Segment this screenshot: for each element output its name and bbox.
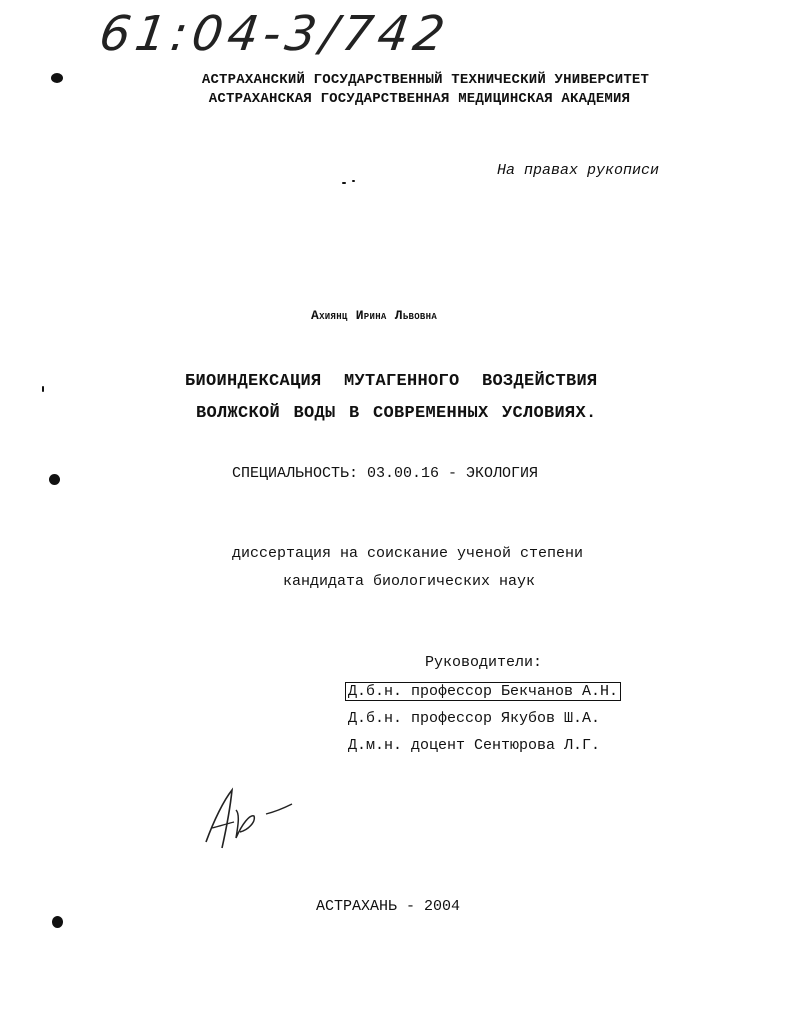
- scan-speck: [42, 386, 44, 392]
- scan-mark-top: [51, 73, 63, 83]
- thesis-title-line-1: БИОИНДЕКСАЦИЯ МУТАГЕННОГО ВОЗДЕЙСТВИЯ: [185, 372, 598, 391]
- dissertation-line-2: кандидата биологических наук: [283, 573, 536, 590]
- supervisor-2: Д.б.н. профессор Якубов Ш.А.: [348, 710, 601, 727]
- scan-mark-bottom: [52, 916, 63, 928]
- city-year: АСТРАХАНЬ - 2004: [316, 898, 461, 915]
- specialty-line: СПЕЦИАЛЬНОСТЬ: 03.00.16 - ЭКОЛОГИЯ: [232, 465, 539, 482]
- thesis-title-line-2: ВОЛЖСКОЙ ВОДЫ В СОВРЕМЕННЫХ УСЛОВИЯХ.: [196, 404, 597, 423]
- institution-line-1: АСТРАХАНСКИЙ ГОСУДАРСТВЕННЫЙ ТЕХНИЧЕСКИЙ УНИВЕРСИТЕТ: [201, 72, 650, 88]
- dissertation-line-1: диссертация на соискание ученой степени: [232, 545, 584, 562]
- author-name: Ахиянц Ирина Львовна: [311, 308, 438, 323]
- supervisors-label: Руководители:: [425, 654, 543, 671]
- supervisor-3: Д.м.н. доцент Сентюрова Л.Г.: [348, 737, 601, 754]
- supervisor-1: Д.б.н. профессор Бекчанов А.Н.: [345, 682, 621, 701]
- institution-line-2: АСТРАХАНСКАЯ ГОСУДАРСТВЕННАЯ МЕДИЦИНСКАЯ АКАДЕМИЯ: [208, 91, 631, 107]
- rights-note: На правах рукописи: [497, 162, 660, 179]
- scan-speck: [352, 180, 355, 182]
- registry-number-handwritten: 61:04-3/742: [96, 6, 453, 62]
- scan-mark-middle: [49, 474, 60, 485]
- scan-speck: [342, 182, 346, 184]
- signature-graphic: [196, 780, 306, 860]
